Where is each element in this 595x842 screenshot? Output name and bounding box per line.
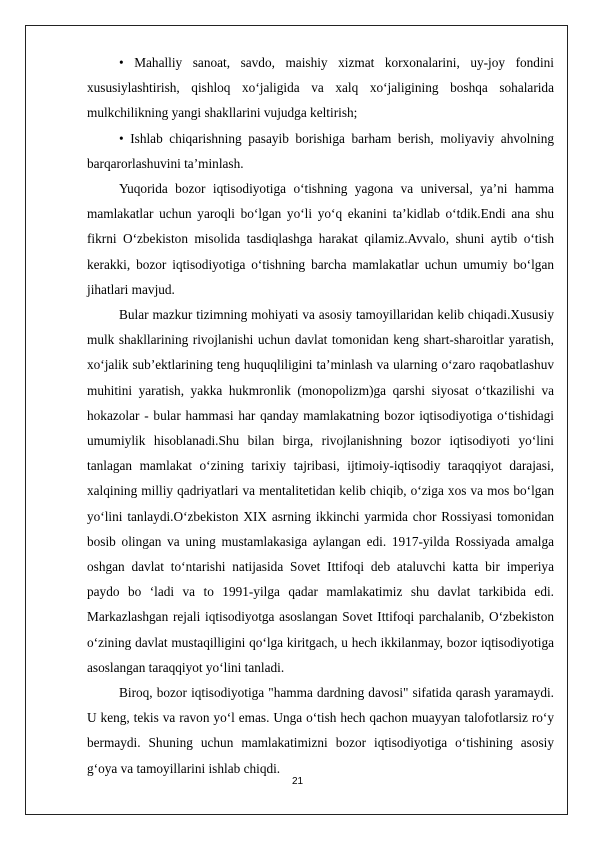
bullet-paragraph-1: • Mahalliy sanoat, savdo, maishiy xizmat korxonalarini, uy-joy fondini xususiylashtirish, qishloq xo‘jaligida va xalq xo‘jaligining boshqa sohalarida mulkchilikning yangi shakllarini vujudga keltirish;	[87, 55, 554, 121]
document-body	[87, 50, 554, 781]
bullet-paragraph-2: • Ishlab chiqarishning pasayib borishiga barham berish, moliyaviy ahvolning barqarorlashuvini ta’minlash.	[87, 130, 554, 171]
body-paragraph-3: Biroq, bozor iqtisodiyotiga "hamma dardning davosi" sifatida qarash yaramaydi. U keng, tekis va ravon yo‘l emas. Unga o‘tish hech qachon muayyan talofotlarsiz ro‘y bermaydi. Shuning uchun mamlakatimizni bozor iqtisodiyotiga o‘tishining asosiy g‘oya va tamoyillarini ishlab chiqdi.	[87, 685, 554, 776]
body-paragraph-1: Yuqorida bozor iqtisodiyotiga o‘tishning yagona va universal, ya’ni hamma mamlakatlar uchun yaroqli bo‘lgan yo‘li yo‘q ekanini ta’kidlab o‘tdik.Endi ana shu fikrni O‘zbekiston misolida tasdiqlashga harakat qilamiz.Avvalo, shuni aytib o‘tish kerakki, bozor iqtisodiyotiga o‘tishning barcha mamlakatlar uchun umumiy bo‘lgan jihatlari mavjud.	[87, 181, 554, 297]
page-number: 21	[291, 776, 304, 787]
body-paragraph-2: Bular mazkur tizimning mohiyati va asosiy tamoyillaridan kelib chiqadi.Xususiy mulk shakllarining rivojlanishi uchun davlat tomonidan keng shart-sharoitlar yaratish, xo‘jalik sub’ektlarining teng huquqliligini ta’minlash va ularning o‘zaro raqobatlashuv muhitini yaratish, yakka hukmronlik (monopolizm)ga qarshi siyosat o‘tkazilishi va hokazolar - bular hammasi har qanday mamlakatning bozor iqtisodiyotiga o‘tishidagi umumiylik hisoblanadi.Shu bilan birga, rivojlanishning bozor iqtisodiyoti yo‘lini tanlagan mamlakat o‘zining tarixiy tajribasi, ijtimoiy-iqtisodiy taraqqiyot darajasi, xalqining milliy qadriyatlari va mentalitetidan kelib chiqib, o‘ziga xos va mos bo‘lgan yo‘lini tanlaydi.O‘zbekiston XIX asrning ikkinchi yarmida chor Rossiyasi tomonidan bosib olingan va uning mustamlakasiga aylangan edi. 1917-yilda Rossiyada amalga oshgan davlat to‘ntarishi natijasida Sovet Ittifoqi deb ataluvchi katta bir imperiya paydo bo ‘ladi va to 1991-yilga qadar mamlakatimiz shu davlat tarkibida edi. Markazlashgan rejali iqtisodiyotga asoslangan Sovet Ittifoqi parchalanib, O‘zbekiston o‘zining davlat mustaqilligini qo‘lga kiritgach, u hech ikkilanmay, bozor iqtisodiyotiga asoslangan taraqqiyot yo‘lini tanladi.	[87, 307, 554, 675]
